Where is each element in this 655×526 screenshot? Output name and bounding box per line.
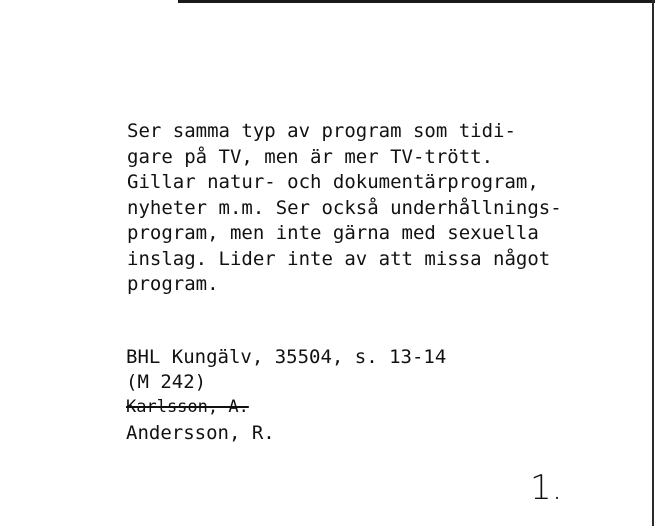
card-body-text: Ser samma typ av program som tidi- gare på TV, men är mer TV-trött. Gillar natur- och dokumentärprogram, nyheter m.m. Ser också underhållnings- program, men inte gärna med sexuella inslag. Lider inte av att missa något program.	[127, 120, 562, 295]
archive-code: (M 242)	[126, 371, 207, 393]
handwritten-page-number: 1.	[530, 468, 563, 508]
struck-through-name: Karlsson, A.	[126, 397, 249, 417]
right-border-line	[652, 0, 654, 526]
source-reference: BHL Kungälv, 35504, s. 13-14	[126, 346, 447, 368]
top-border-line	[178, 0, 655, 3]
author-name: Andersson, R.	[126, 422, 275, 444]
